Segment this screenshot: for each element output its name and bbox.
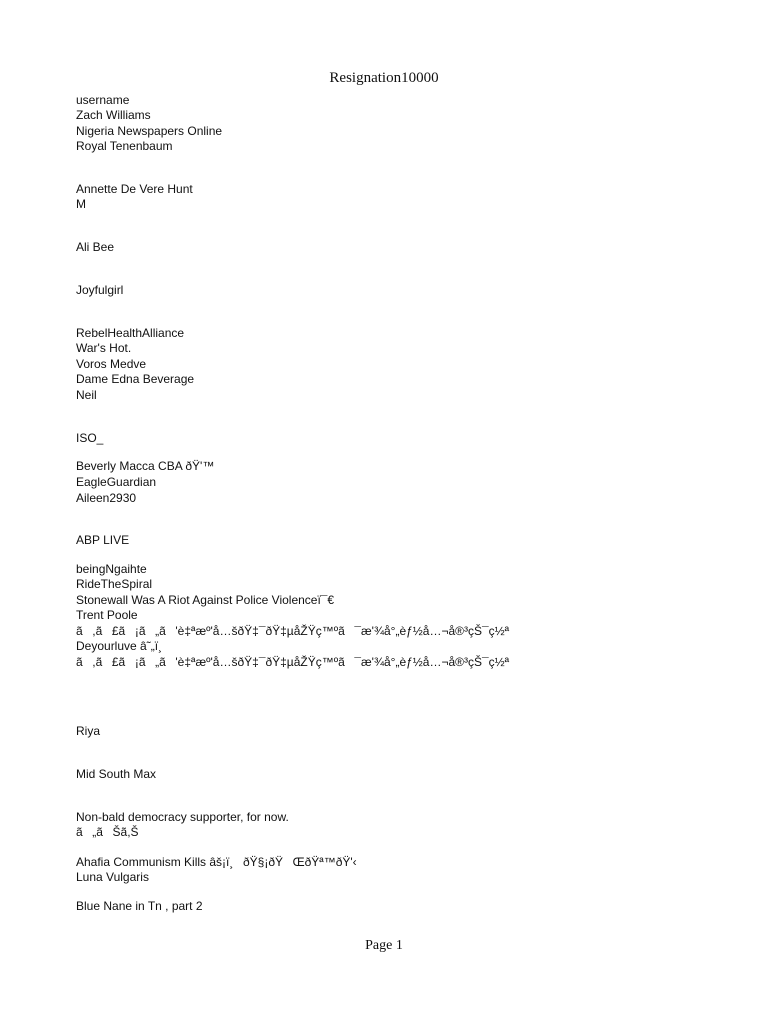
list-item: ã,ã£ã¡ã„ã'è‡ªæº'å…šðŸ‡¯ðŸ‡µåŽŸç™ºã¯æ'¾å°„èƒ½å…¬å®³çŠ¯ç½ª	[76, 624, 510, 638]
list-item: beingNgaihte	[76, 562, 147, 576]
list-item: Luna Vulgaris	[76, 870, 149, 884]
list-item: Trent Poole	[76, 608, 138, 622]
list-item: EagleGuardian	[76, 475, 157, 489]
list-item: War's Hot.	[76, 341, 132, 355]
list-item: username	[76, 93, 130, 107]
list-item: M	[76, 197, 86, 211]
page-title: Resignation10000	[329, 70, 439, 86]
list-item: ISO_	[76, 431, 104, 445]
list-item: Voros Medve	[76, 357, 147, 371]
list-item: Neil	[76, 388, 97, 402]
list-item: RideTheSpiral	[76, 577, 153, 591]
list-item: Ali Bee	[76, 240, 115, 254]
list-item: Aileen2930	[76, 491, 137, 505]
list-item: RebelHealthAlliance	[76, 326, 185, 340]
list-item: ã,ã£ã¡ã„ã'è‡ªæº'å…šðŸ‡¯ðŸ‡µåŽŸç™ºã¯æ'¾å°„èƒ½å…¬å®³çŠ¯ç½ª	[76, 655, 510, 669]
list-item: Riya	[76, 724, 101, 738]
list-item: Dame Edna Beverage	[76, 372, 195, 386]
list-item: ABP LIVE	[76, 533, 130, 547]
list-item: Annette De Vere Hunt	[76, 182, 193, 196]
list-item: Mid South Max	[76, 767, 157, 781]
list-item: Zach Williams	[76, 108, 151, 122]
list-item: Non-bald democracy supporter, for now.	[76, 810, 289, 824]
list-item: ã„ãŠã,Š	[76, 825, 139, 839]
list-item: Beverly Macca CBA ðŸ'™	[76, 459, 215, 473]
list-item: Deyourluve â˜„ï¸	[76, 639, 172, 653]
list-item: Joyfulgirl	[76, 283, 124, 297]
list-item: Nigeria Newspapers Online	[76, 124, 223, 138]
list-item: Stonewall Was A Riot Against Police Violenceï¯€	[76, 593, 335, 607]
page-number: Page 1	[365, 938, 403, 953]
list-item: Blue Nane in Tn , part 2	[76, 899, 203, 913]
list-item: Royal Tenenbaum	[76, 139, 173, 153]
list-item: Ahafia Communism Kills âš¡ï¸ðŸ§¡ðŸŒðŸª™ðŸ'‹	[76, 855, 357, 869]
